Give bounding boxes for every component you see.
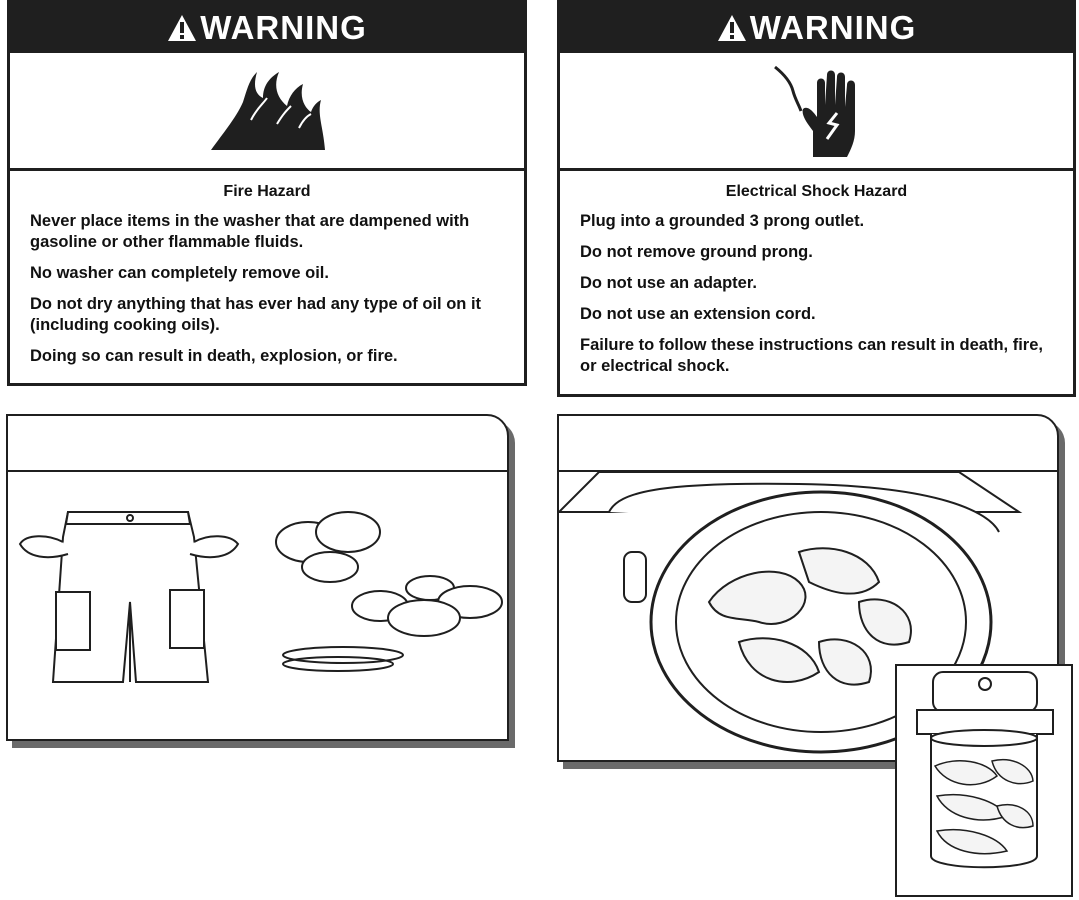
shock-warning-line: Do not use an extension cord.	[580, 305, 816, 323]
fire-icon	[207, 68, 327, 153]
shock-warning-body	[560, 171, 1073, 377]
fire-warning-line: Never place items in the washer that are dampened with gasoline or other flammable fluids.	[30, 212, 470, 251]
pants-coins-buttons-pins-illustration	[8, 472, 509, 741]
shock-warning-line: Plug into a grounded 3 prong outlet.	[580, 212, 865, 230]
shock-warning-header	[560, 3, 1073, 53]
fire-warning-line: Do not dry anything that has ever had any type of oil on it (including cooking oils).	[30, 295, 482, 334]
dispenser-icon	[624, 552, 646, 602]
shock-warning-title: WARNING	[749, 9, 917, 46]
fire-warning-body	[10, 171, 524, 367]
washer-load-level-inset	[895, 664, 1073, 897]
fire-icon-area	[10, 53, 524, 171]
buttons-icon	[352, 576, 502, 636]
coins-icon	[276, 512, 380, 582]
illustration-header-bar	[8, 416, 507, 472]
fire-warning-title: WARNING	[200, 9, 367, 46]
fire-warning-line: No washer can completely remove oil.	[30, 264, 329, 282]
shock-warning-line: Do not use an adapter.	[580, 274, 757, 292]
fire-warning-box	[7, 0, 527, 386]
shock-hazard-heading: Electrical Shock Hazard	[725, 183, 908, 200]
pants-icon	[20, 512, 238, 682]
shock-warning-box	[557, 0, 1076, 397]
warning-triangle-icon	[167, 14, 197, 42]
shock-warning-line: Failure to follow these instructions can result in death, fire, or electrical shock.	[580, 336, 1043, 375]
fire-hazard-heading: Fire Hazard	[223, 183, 311, 200]
fire-warning-header	[10, 3, 524, 53]
warning-triangle-icon	[717, 14, 747, 42]
fire-warning-line: Doing so can result in death, explosion, or fire.	[30, 347, 398, 365]
shock-warning-line: Do not remove ground prong.	[580, 243, 813, 261]
washer-basket-fill-level-illustration	[897, 666, 1071, 895]
electric-shock-hand-icon	[767, 61, 867, 161]
empty-pockets-illustration	[6, 414, 509, 741]
safety-pins-icon	[283, 647, 403, 671]
illustration-header-bar	[559, 416, 1057, 472]
shock-icon-area	[560, 53, 1073, 171]
